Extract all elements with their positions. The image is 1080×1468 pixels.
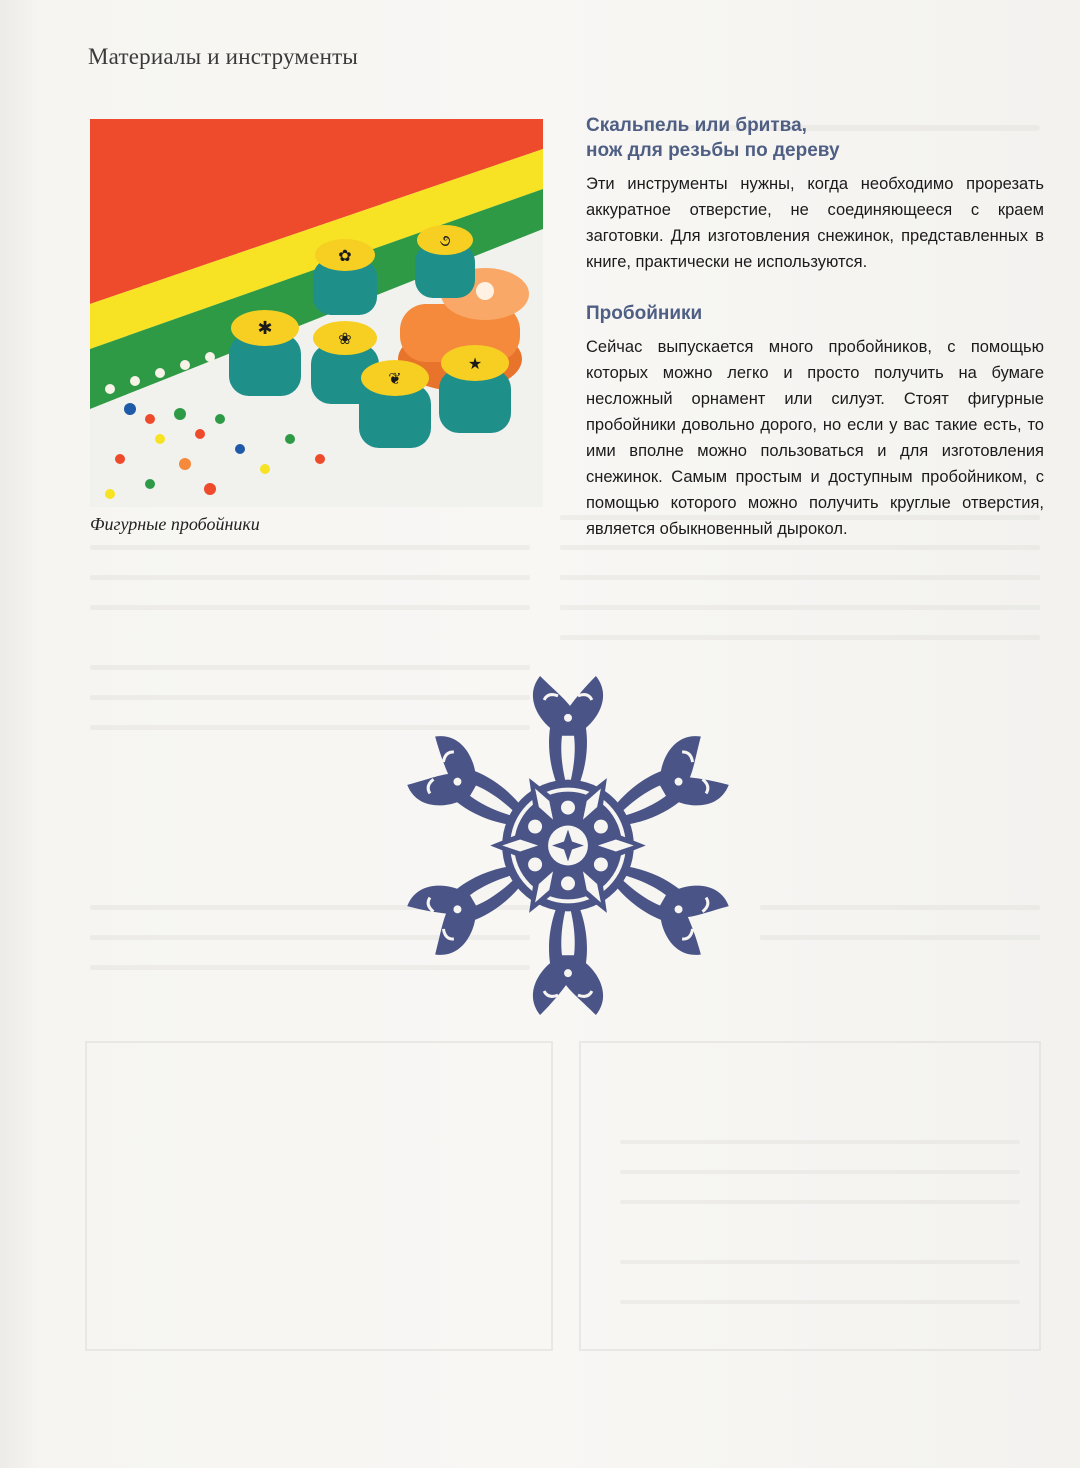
hole-punches-photo bbox=[90, 119, 543, 507]
heading-line-1: Скальпель или бритва, bbox=[586, 115, 807, 136]
section-heading-scalpel bbox=[586, 113, 1044, 163]
svg-text:❦: ❦ bbox=[388, 371, 402, 388]
photo-caption: Фигурные пробойники bbox=[90, 514, 260, 534]
svg-text:✿: ✿ bbox=[338, 248, 352, 265]
svg-text:❀: ❀ bbox=[338, 331, 352, 348]
section-body-punches: Сейчас выпускается много пробойников, с помощью которых можно легко и просто получить на бумаге несложный орнамент или силуэт. Стоят фигурные пробойники довольно дорого, но если у вас такие есть, то ими вполне можно пользоваться и для изготовления снежинок. Самым простым и доступным пробойником, с помощью которого можно получить круглые отверстия, является обыкновенный дырокол. bbox=[586, 338, 1044, 538]
hole-punches-illustration bbox=[90, 119, 543, 507]
section-body-scalpel: Эти инструменты нужны, когда необходимо прорезать аккуратное отверстие, не соединяющееся с краем заготовки. Для изготовления снежинок, представленных в книге, практически не используются. bbox=[586, 175, 1044, 271]
section-scalpel bbox=[586, 113, 1044, 275]
section-heading-punches: Пробойники bbox=[586, 303, 703, 324]
section-punches bbox=[586, 301, 1044, 542]
paper-snowflake-icon bbox=[392, 668, 744, 1023]
running-head: Материалы и инструменты bbox=[88, 44, 359, 69]
heading-line-2: нож для резьбы по дереву bbox=[586, 140, 840, 161]
svg-text:✱: ✱ bbox=[257, 318, 273, 338]
svg-text:૭: ૭ bbox=[439, 233, 451, 250]
svg-text:★: ★ bbox=[467, 356, 483, 373]
text-column bbox=[586, 113, 1044, 542]
